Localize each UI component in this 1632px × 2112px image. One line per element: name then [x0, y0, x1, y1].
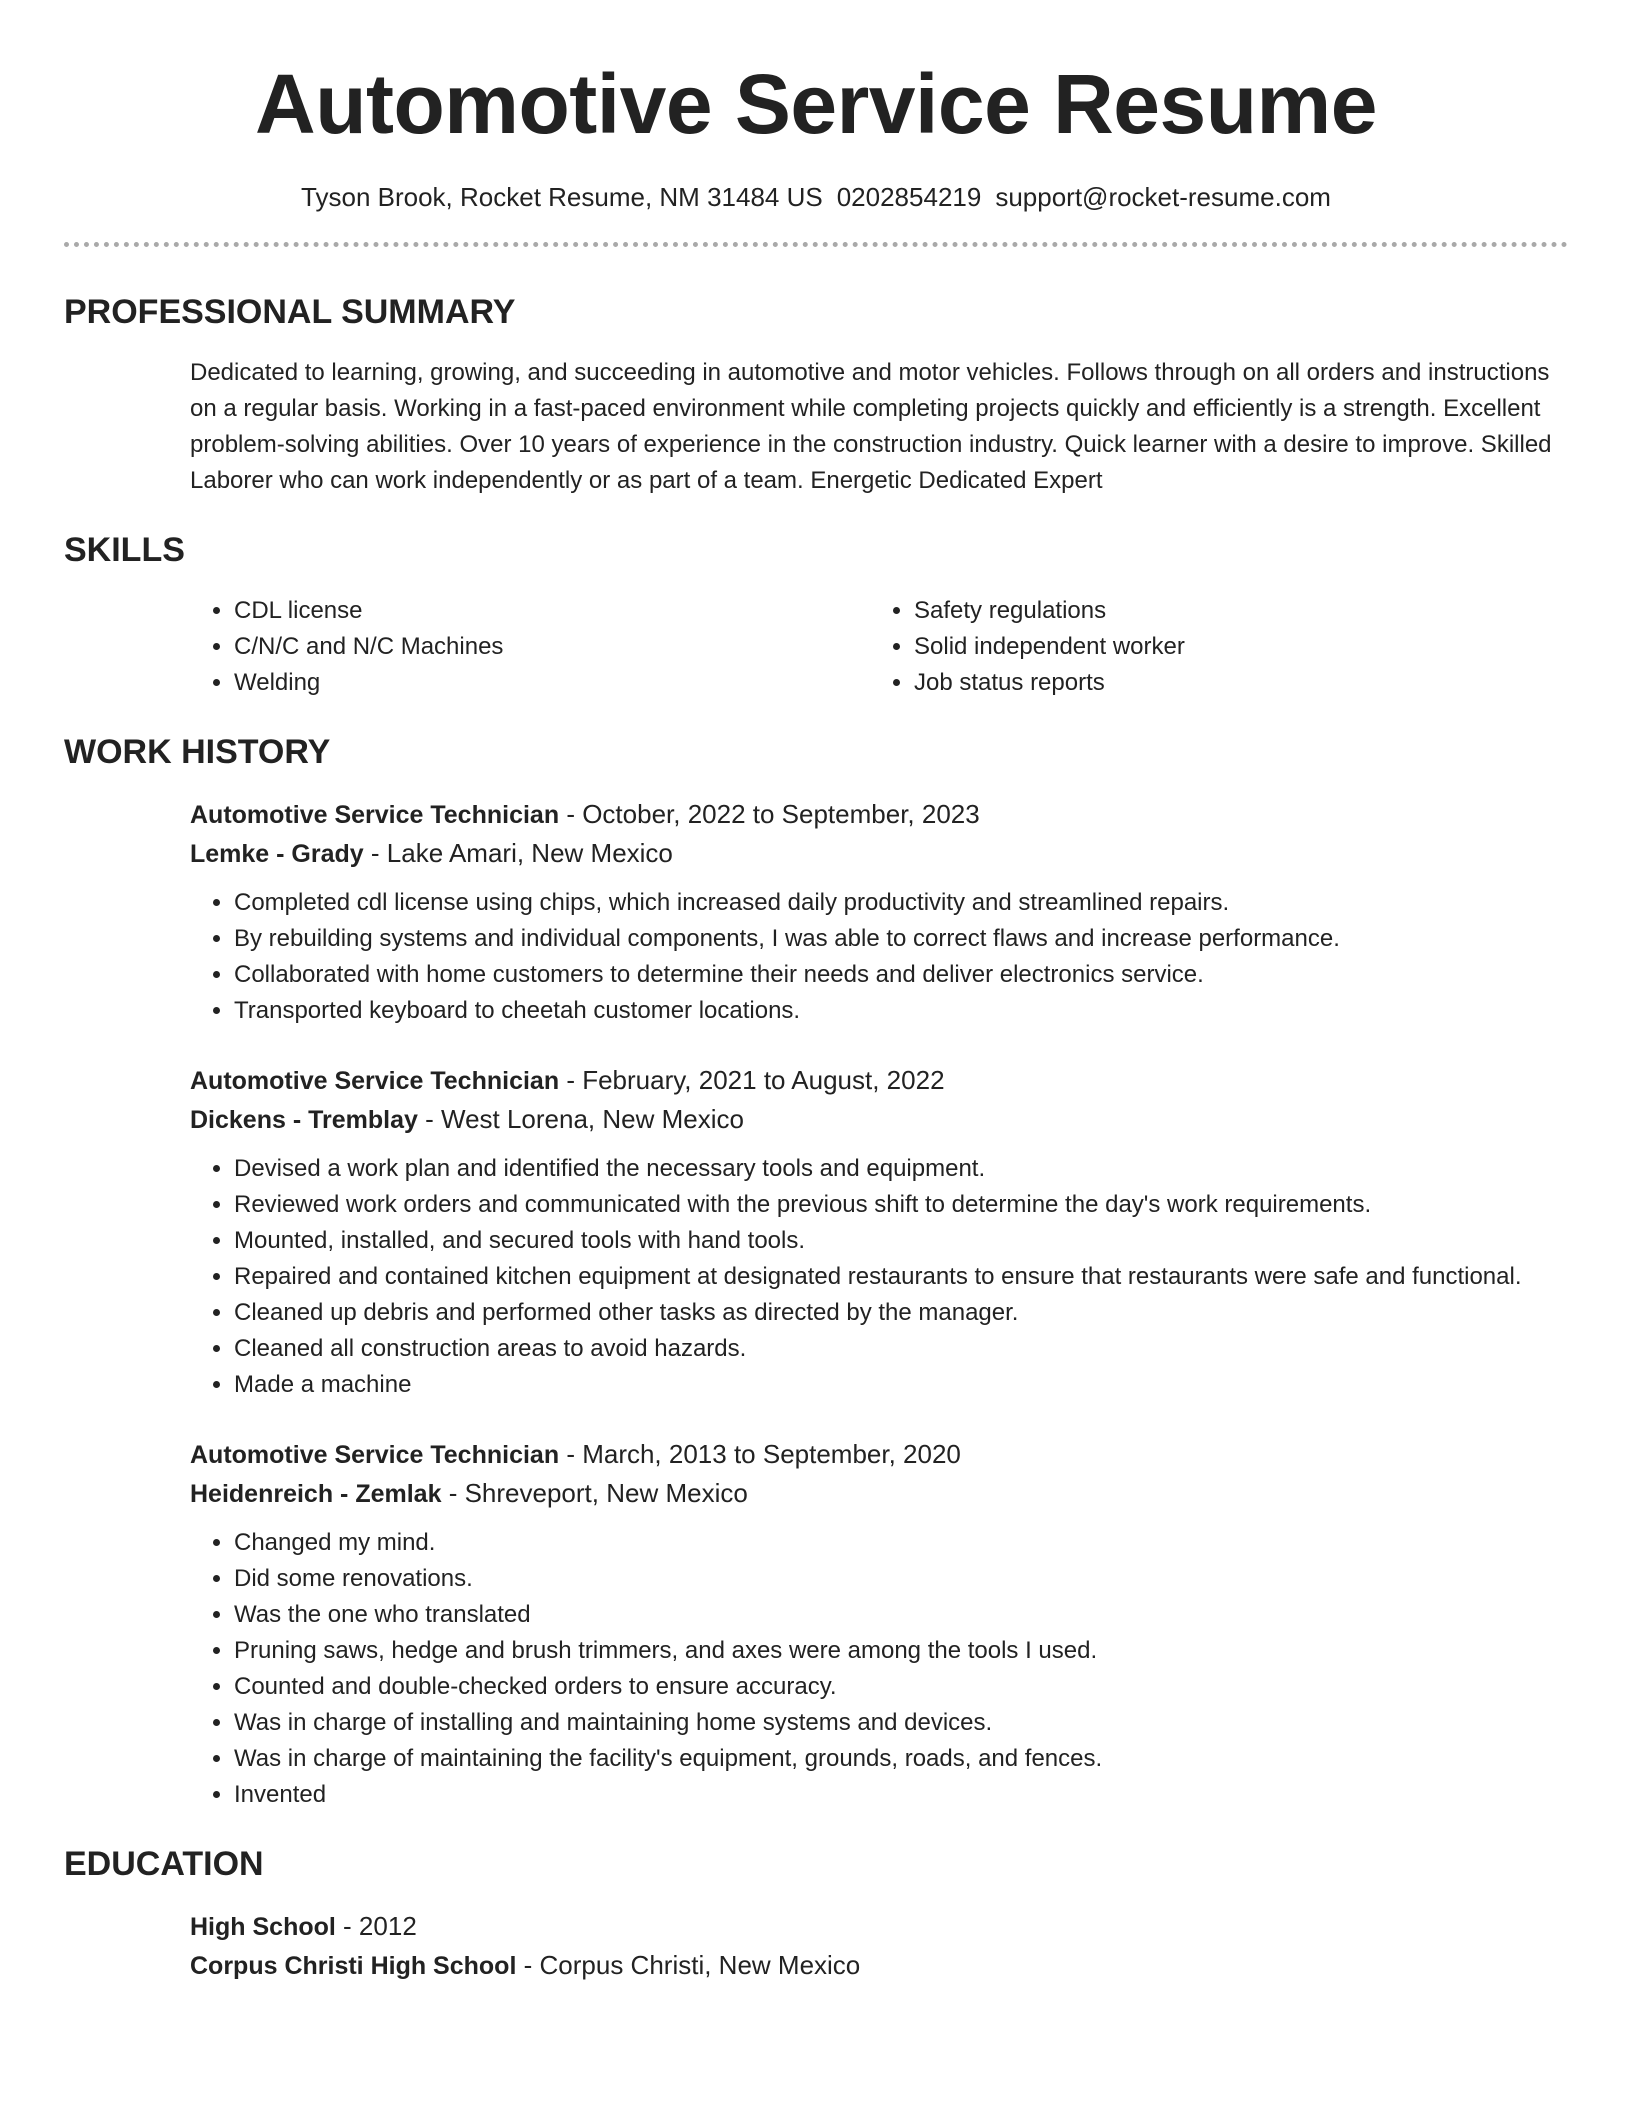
summary-body — [64, 355, 1568, 499]
job-title-line — [190, 795, 1568, 834]
skills-grid — [64, 593, 1568, 701]
job-entry — [190, 1061, 1568, 1403]
job-bullet: • Reviewed work orders and communicated with the previous shift to determine the day's work requirements. — [234, 1187, 1568, 1223]
skill-item: • Job status reports — [914, 665, 1550, 701]
education-degree-line — [190, 1907, 1568, 1946]
job-bullet: • Cleaned up debris and performed other tasks as directed by the manager. — [234, 1295, 1568, 1331]
job-title-line — [190, 1061, 1568, 1100]
work-history-heading: WORK HISTORY — [64, 733, 331, 771]
job-company-line — [190, 1100, 1568, 1139]
job-bullet: • Completed cdl license using chips, which increased daily productivity and streamlined repairs. — [234, 885, 1568, 921]
job-bullet: • Cleaned all construction areas to avoid hazards. — [234, 1331, 1568, 1367]
job-bullet: • Invented — [234, 1777, 1568, 1813]
job-bullet: • Devised a work plan and identified the necessary tools and equipment. — [234, 1151, 1568, 1187]
skills-heading: SKILLS — [64, 531, 185, 569]
job-company: Dickens - Tremblay — [190, 1106, 418, 1134]
education-year: - 2012 — [335, 1911, 417, 1941]
contact-email: support@rocket-resume.com — [995, 182, 1331, 212]
skill-item: • CDL license — [234, 593, 870, 629]
job-company-line — [190, 1474, 1568, 1513]
job-bullet: • Was in charge of installing and maintaining home systems and devices. — [234, 1705, 1568, 1741]
skill-item: • Solid independent worker — [914, 629, 1550, 665]
job-bullet: • Was in charge of maintaining the facility's equipment, grounds, roads, and fences. — [234, 1741, 1568, 1777]
header-divider — [64, 242, 1568, 247]
skill-item: • Safety regulations — [914, 593, 1550, 629]
job-bullets — [190, 1151, 1568, 1403]
job-company: Heidenreich - Zemlak — [190, 1480, 442, 1508]
skills-column-right — [870, 593, 1550, 701]
job-bullet: • Counted and double-checked orders to ensure accuracy. — [234, 1669, 1568, 1705]
education-degree: High School — [190, 1913, 336, 1941]
skills-column-left — [190, 593, 870, 701]
education-school: Corpus Christi High School — [190, 1952, 517, 1980]
job-bullet: • Pruning saws, hedge and brush trimmers, and axes were among the tools I used. — [234, 1633, 1568, 1669]
job-bullet: • Collaborated with home customers to determine their needs and deliver electronics service. — [234, 957, 1568, 993]
job-title-line — [190, 1435, 1568, 1474]
job-bullets — [190, 885, 1568, 1029]
job-location: - Lake Amari, New Mexico — [363, 838, 673, 868]
job-dates: - March, 2013 to September, 2020 — [559, 1439, 961, 1469]
education-heading: EDUCATION — [64, 1845, 264, 1883]
job-location: - West Lorena, New Mexico — [417, 1104, 744, 1134]
education-section — [64, 1843, 1568, 1985]
education-location: - Corpus Christi, New Mexico — [516, 1950, 861, 1980]
contact-phone: 0202854219 — [836, 182, 982, 212]
job-location: - Shreveport, New Mexico — [441, 1478, 748, 1508]
job-bullet: • Did some renovations. — [234, 1561, 1568, 1597]
job-entry — [190, 795, 1568, 1029]
job-bullet: • Mounted, installed, and secured tools with hand tools. — [234, 1223, 1568, 1259]
summary-text: Dedicated to learning, growing, and succeeding in automotive and motor vehicles. Follows through on all orders and instructions on a regular basis. Working in a fast-paced environment while completing projects quickly and efficiently is a strength. Excellent problem-solving abilities. Over 10 years of experience in the construction industry. Quick learner with a desire to improve. Skilled Laborer who can work independently or as part of a team. Energetic Dedicated Expert — [190, 359, 1552, 494]
education-body — [64, 1907, 1568, 1985]
job-dates: - February, 2021 to August, 2022 — [559, 1065, 945, 1095]
job-bullet: • Made a machine — [234, 1367, 1568, 1403]
job-bullet: • Transported keyboard to cheetah customer locations. — [234, 993, 1568, 1029]
work-history-body — [64, 795, 1568, 1813]
resume-title: Automotive Service Resume — [255, 57, 1377, 151]
skill-item: • C/N/C and N/C Machines — [234, 629, 870, 665]
job-bullet: • Was the one who translated — [234, 1597, 1568, 1633]
summary-section — [64, 291, 1568, 499]
job-company-line — [190, 834, 1568, 873]
job-company: Lemke - Grady — [190, 840, 364, 868]
job-dates: - October, 2022 to September, 2023 — [559, 799, 980, 829]
skills-section — [64, 529, 1568, 701]
job-bullet: • Changed my mind. — [234, 1525, 1568, 1561]
contact-line — [64, 180, 1568, 214]
contact-address: Tyson Brook, Rocket Resume, NM 31484 US — [301, 182, 823, 212]
summary-heading: PROFESSIONAL SUMMARY — [64, 293, 516, 331]
work-history-section — [64, 731, 1568, 1813]
job-entry — [190, 1435, 1568, 1813]
job-bullet: • Repaired and contained kitchen equipment at designated restaurants to ensure that restaurants were safe and functional. — [234, 1259, 1568, 1295]
job-bullets — [190, 1525, 1568, 1813]
job-bullet: • By rebuilding systems and individual components, I was able to correct flaws and increase performance. — [234, 921, 1568, 957]
skill-item: • Welding — [234, 665, 870, 701]
education-school-line — [190, 1946, 1568, 1985]
job-role: Automotive Service Technician — [190, 801, 560, 829]
job-role: Automotive Service Technician — [190, 1067, 560, 1095]
job-role: Automotive Service Technician — [190, 1441, 560, 1469]
